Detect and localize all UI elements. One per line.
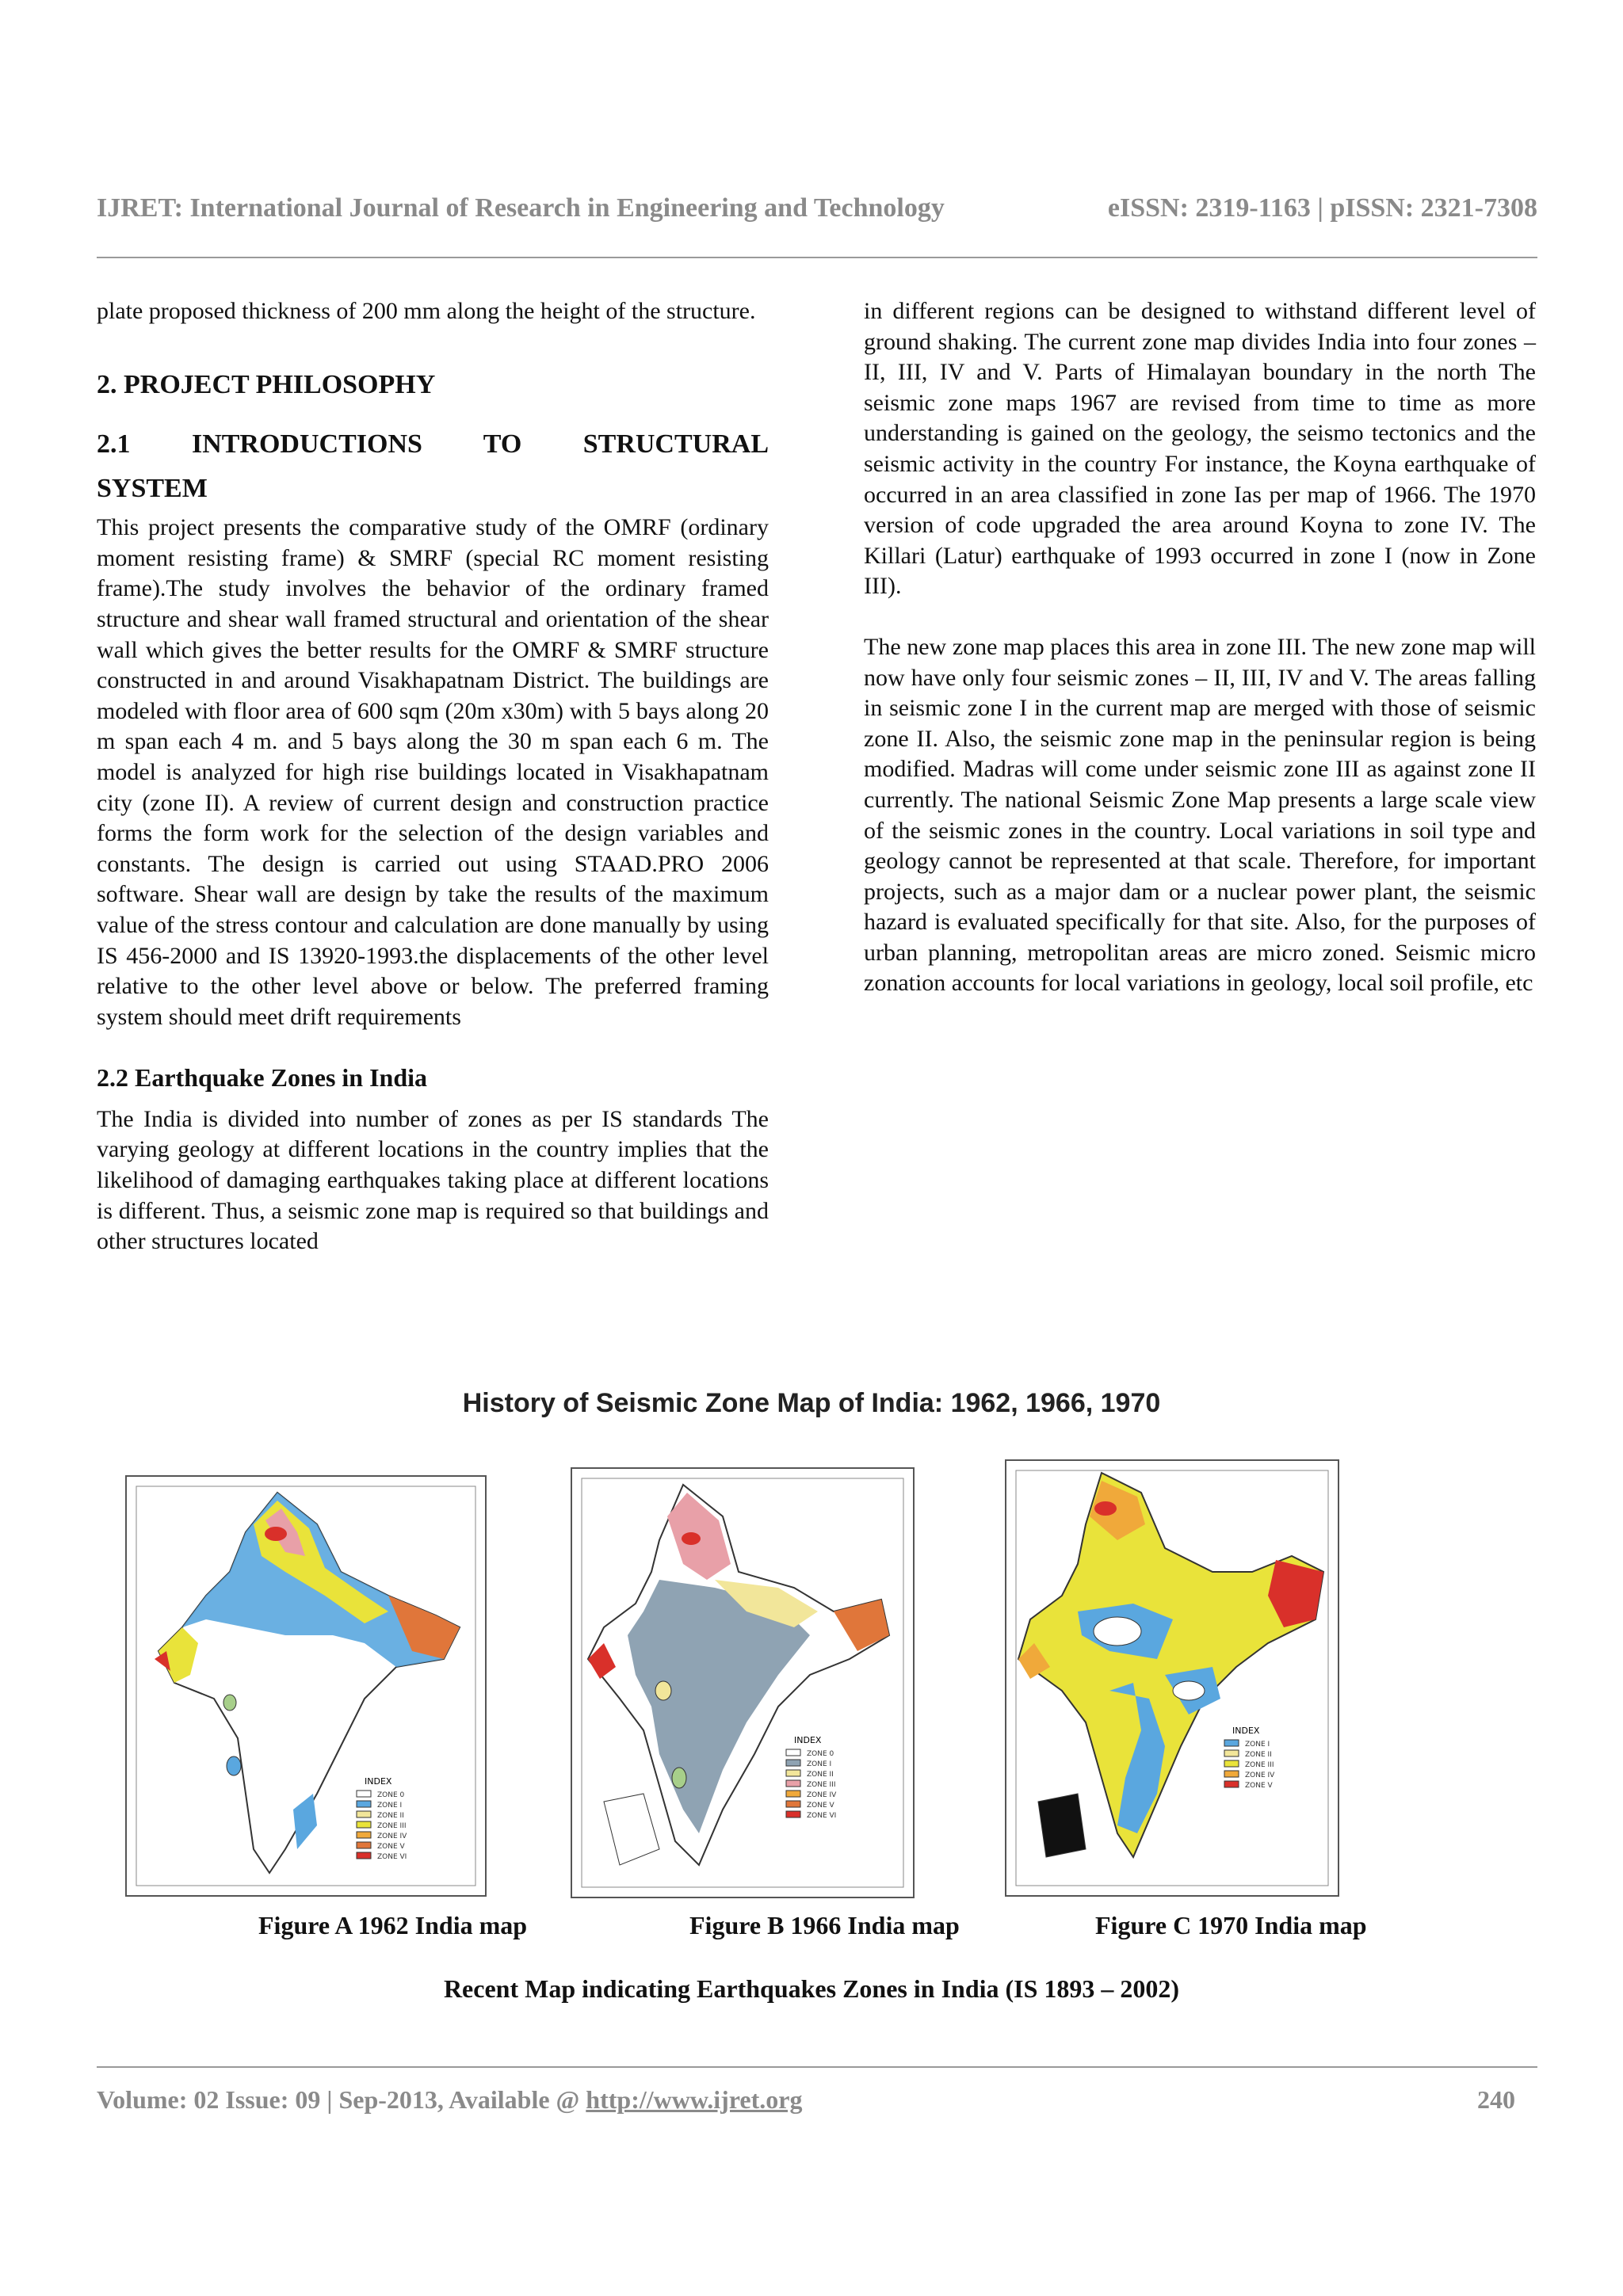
left-column	[97, 296, 769, 1257]
legend-1962-swatch	[357, 1842, 371, 1848]
legend-title-1970: INDEX	[1232, 1726, 1260, 1736]
journal-issn: eISSN: 2319-1163 | pISSN: 2321-7308	[1107, 193, 1537, 223]
legend-1966-swatch	[786, 1749, 800, 1756]
legend-1966-label: ZONE V	[807, 1802, 834, 1810]
legend-1962-label: ZONE I	[377, 1802, 403, 1810]
legend-1962-label: ZONE 0	[377, 1791, 405, 1799]
legend-1966-swatch	[786, 1791, 800, 1797]
legend-1966-swatch	[786, 1811, 800, 1817]
map-1962	[125, 1475, 487, 1897]
legend-1966-swatch	[786, 1760, 800, 1766]
subsection-heading-intro-cont: SYSTEM	[97, 474, 208, 504]
legend-1962-swatch	[357, 1852, 371, 1859]
legend-1970-label: ZONE I	[1245, 1741, 1270, 1749]
legend-1966-swatch	[786, 1770, 800, 1776]
paragraph-intro: This project presents the comparative study of the OMRF (ordinary moment resisting frame) & SMRF (special RC moment resisting frame).The study involves the behavior of the ordinary framed structure and shear wall framed structural and orientation of the shear wall which gives the better results for the OMRF & SMRF structure constructed in and around Visakhapatnam District. The buildings are modeled with floor area of 600 sqm (20m x30m) with 5 bays along 20 m span each 4 m. and 5 bays along the 30 m span each 6 m. The model is analyzed for high rise buildings located in Visakhapatnam city (zone II). A review of current design and construction practice forms the form work for the selection of the design variables and constants. The design is carried out using STAAD.PRO 2006 software. Shear wall are design by take the results of the maximum value of the stress contour and calculation are done manually by using IS 456-2000 and IS 13920-1993.the displacements of the other level relative to the other level above or below. The preferred framing system should meet drift requirements	[97, 514, 769, 1030]
legend-1966-label: ZONE III	[807, 1781, 836, 1789]
legend-1962-label: ZONE VI	[377, 1853, 407, 1861]
legend-1970-swatch	[1224, 1771, 1239, 1777]
recent-map-caption: Recent Map indicating Earthquakes Zones in India (IS 1893 – 2002)	[443, 1974, 1180, 2003]
right-column	[864, 296, 1536, 999]
legend-1966-label: ZONE VI	[807, 1812, 837, 1820]
legend-title-1966: INDEX	[794, 1735, 822, 1745]
india-map-1962-illustration	[127, 1477, 485, 1895]
legend-1962-swatch	[357, 1801, 371, 1807]
legend-1966-label: ZONE I	[807, 1760, 832, 1768]
legend-1970-swatch	[1224, 1781, 1239, 1787]
legend-1970-swatch	[1224, 1760, 1239, 1767]
legend-1962-swatch	[357, 1791, 371, 1797]
figure-title: History of Seismic Zone Map of India: 1962, 1966, 1970	[462, 1388, 1161, 1418]
map-1970	[1005, 1459, 1339, 1897]
legend-1962-swatch	[357, 1821, 371, 1828]
footer-rule	[97, 2066, 1537, 2068]
legend-1962-swatch	[357, 1811, 371, 1817]
journal-name: IJRET: International Journal of Research in Engineering and Technology	[97, 193, 945, 223]
legend-1970-swatch	[1224, 1750, 1239, 1756]
running-footer	[97, 2085, 1515, 2115]
legend-1962-swatch	[357, 1832, 371, 1838]
legend-1966-swatch	[786, 1780, 800, 1787]
page-number: 240	[1477, 2085, 1515, 2114]
running-header	[97, 193, 1537, 223]
legend-title-1962: INDEX	[365, 1776, 392, 1787]
paragraph-zones: The India is divided into number of zones as per IS standards The varying geology at different locations in the country implies that the likelihood of damaging earthquakes taking place at different locations is different. Thus, a seismic zone map is required so that buildings and other structures located	[97, 1105, 769, 1255]
journal-link[interactable]: http://www.ijret.org	[586, 2085, 803, 2114]
header-rule	[97, 257, 1537, 258]
caption-figure-c: Figure C 1970 India map	[1095, 1911, 1367, 1939]
legend-1962-label: ZONE III	[377, 1822, 407, 1830]
india-map-1966-illustration	[572, 1469, 913, 1897]
paragraph-zones-cont: in different regions can be designed to withstand different level of ground shaking. The current zone map divides India into four zones – II, III, IV and V. Parts of Himalayan boundary in the north The seismic zone maps 1967 are revised from time to time as more understanding is gained on the geology, the seismo tectonics and the seismic activity in the country For instance, the Koyna earthquake of occurred in an area classified in zone Ias per map of 1966. The 1970 version of code upgraded the area around Koyna to zone IV. The Killari (Latur) earthquake of 1993 occurred in zone I (now in Zone III).	[864, 298, 1536, 600]
map-1966	[571, 1467, 915, 1898]
legend-1970-label: ZONE V	[1245, 1782, 1273, 1790]
legend-1970-label: ZONE II	[1245, 1751, 1272, 1759]
legend-1962-label: ZONE II	[377, 1812, 404, 1820]
caption-figure-b: Figure B 1966 India map	[689, 1911, 960, 1939]
paragraph-new-zone-map: The new zone map places this area in zone III. The new zone map will now have only four seismic zones – II, III, IV and V. The areas falling in seismic zone I in the current map are merged with those of seismic zone II. Also, the seismic zone map in the peninsular region is being modified. Madras will come under seismic zone III as against zone II currently. The national Seismic Zone Map presents a large scale view of the seismic zones in the country. Local variations in soil type and geology cannot be represented at that scale. Therefore, for important projects, such as a major dam or a nuclear power plant, the seismic hazard is evaluated specifically for that site. Also, for the purposes of urban planning, metropolitan areas are micro zoned. Seismic micro zonation accounts for local variations in geology, local soil profile, etc	[864, 633, 1536, 997]
legend-1966-swatch	[786, 1801, 800, 1807]
legend-1966-label: ZONE 0	[807, 1750, 834, 1758]
footer-volume: Volume: 02 Issue: 09 | Sep-2013, Available @ http://www.ijret.org	[97, 2085, 803, 2114]
section-heading-project-philosophy: 2. PROJECT PHILOSOPHY	[97, 369, 436, 399]
legend-1970-swatch	[1224, 1740, 1239, 1746]
legend-1962-label: ZONE IV	[377, 1833, 407, 1840]
paragraph-continued: plate proposed thickness of 200 mm along the height of the structure.	[97, 298, 756, 324]
india-map-1970-illustration	[1006, 1461, 1338, 1895]
caption-figure-a: Figure A 1962 India map	[258, 1911, 528, 1939]
legend-1970-label: ZONE III	[1245, 1761, 1274, 1769]
legend-1970-label: ZONE IV	[1245, 1772, 1275, 1779]
subsection-heading-intro: 2.1 INTRODUCTIONS TO STRUCTURAL	[97, 429, 769, 460]
legend-1966-label: ZONE IV	[807, 1791, 837, 1799]
legend-1962-label: ZONE V	[377, 1843, 405, 1851]
subsection-heading-earthquake-zones: 2.2 Earthquake Zones in India	[97, 1063, 428, 1093]
legend-1966-label: ZONE II	[807, 1771, 834, 1779]
